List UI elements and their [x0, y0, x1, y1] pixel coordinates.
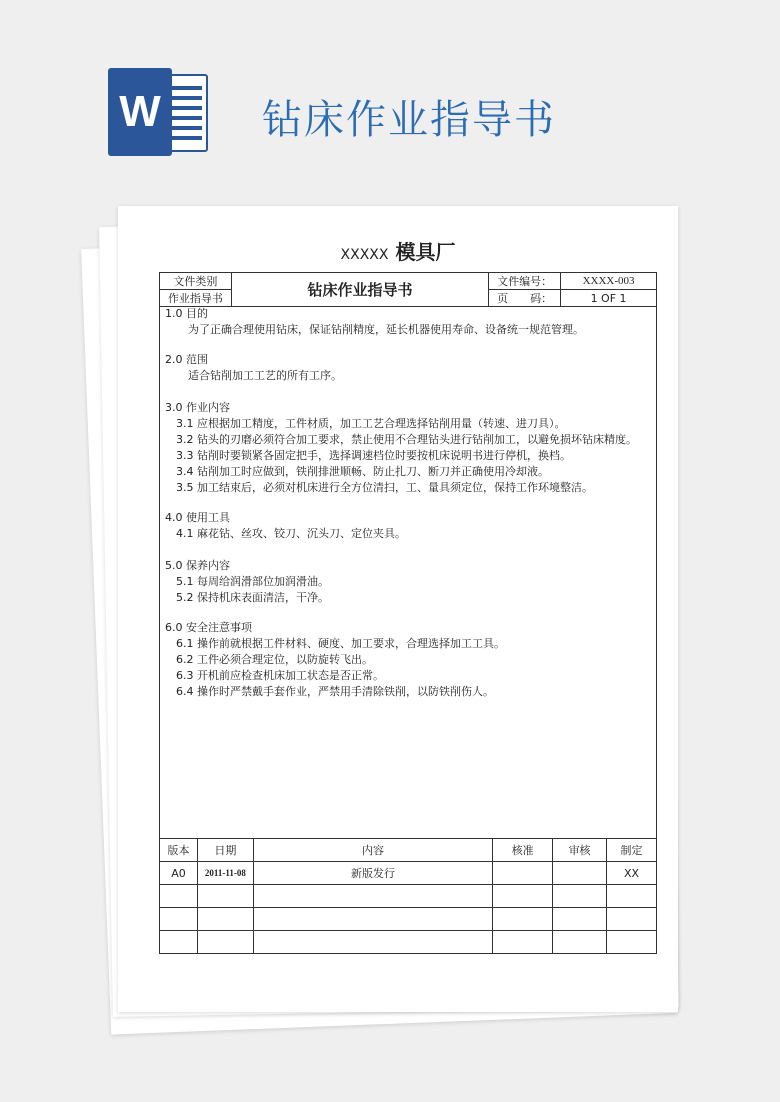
section-line: 3.4 钻削加工时应做到，铁削排泄顺畅、防止扎刀、断刀并正确使用冷却液。: [176, 465, 549, 478]
banner-title: 钻床作业指导书: [262, 97, 556, 143]
company-prefix: XXXXX: [340, 247, 389, 263]
word-letter-icon: W: [108, 68, 172, 156]
section-line: 适合钻削加工工艺的所有工序。: [188, 369, 342, 382]
header-cell: 内容: [253, 839, 492, 862]
section-line: 6.2 工件必须合理定位，以防旋转飞出。: [176, 653, 373, 666]
header-cell: 制定: [607, 839, 657, 862]
section-title: 1.0 目的: [165, 307, 208, 320]
section-line: 3.5 加工结束后，必须对机床进行全方位清扫，工、量具须定位，保持工作环境整洁。: [176, 481, 593, 494]
section-line: 为了正确合理使用钻床，保证钻削精度，延长机器使用寿命、设备统一规范管理。: [188, 323, 584, 336]
reviewer-cell: [553, 862, 607, 885]
header-cell: 核准: [493, 839, 553, 862]
header-cell: 审核: [553, 839, 607, 862]
company-title: [118, 236, 678, 265]
section-line: 6.3 开机前应检查机床加工状态是否正常。: [176, 669, 384, 682]
section-line: 6.1 操作前就根据工件材料、硬度、加工要求，合理选择加工工具。: [176, 637, 505, 650]
content-cell: 新版发行: [253, 862, 492, 885]
category-label: 文件类别: [160, 273, 232, 290]
company-suffix: 模具厂: [395, 240, 456, 264]
table-row: [160, 931, 657, 954]
approver-cell: [493, 862, 553, 885]
version-cell: A0: [160, 862, 198, 885]
file-no-label: 文件编号：: [489, 273, 561, 290]
page-label: 页 码：: [489, 290, 561, 307]
section-line: 3.2 钻头的刃磨必须符合加工要求，禁止使用不合理钻头进行钻削加工，以避免损坏钻床精度。: [176, 433, 637, 446]
section-title: 2.0 范围: [165, 353, 208, 366]
page-value: 1 OF 1: [561, 290, 657, 307]
section-title: 6.0 安全注意事项: [165, 621, 252, 634]
section-line: 3.3 钻削时要锁紧各固定把手，选择调速档位时要按机床说明书进行停机，换档。: [176, 449, 571, 462]
category-value: 作业指导书: [160, 290, 232, 307]
author-cell: XX: [607, 862, 657, 885]
section-line: 5.2 保持机床表面清洁，干净。: [176, 591, 329, 604]
section-title: 4.0 使用工具: [165, 511, 230, 524]
section-line: 3.1 应根据加工精度，工件材质，加工工艺合理选择钻削用量（转速、进刀具）。: [176, 417, 566, 430]
word-logo: [108, 68, 208, 156]
section-line: 4.1 麻花钻、丝攻、铰刀、沉头刀、定位夹具。: [176, 527, 406, 540]
table-row: [160, 862, 657, 885]
table-row: [160, 908, 657, 931]
document-page: [118, 206, 678, 1012]
table-row: [160, 885, 657, 908]
section-line: 5.1 每周给润滑部位加润滑油。: [176, 575, 329, 588]
section-line: 6.4 操作时严禁戴手套作业，严禁用手清除铁削，以防铁削伤人。: [176, 685, 494, 698]
section-title: 3.0 作业内容: [165, 401, 230, 414]
table-header-row: [160, 839, 657, 862]
date-cell: 2011-11-08: [197, 862, 253, 885]
header-cell: 版本: [160, 839, 198, 862]
file-no-value: XXXX-003: [561, 273, 657, 290]
revision-table: [159, 838, 657, 954]
document-title: 钻床作业指导书: [231, 273, 488, 307]
header-cell: 日期: [197, 839, 253, 862]
section-title: 5.0 保养内容: [165, 559, 230, 572]
document-header-table: [159, 272, 657, 307]
instruction-body: [159, 306, 657, 839]
